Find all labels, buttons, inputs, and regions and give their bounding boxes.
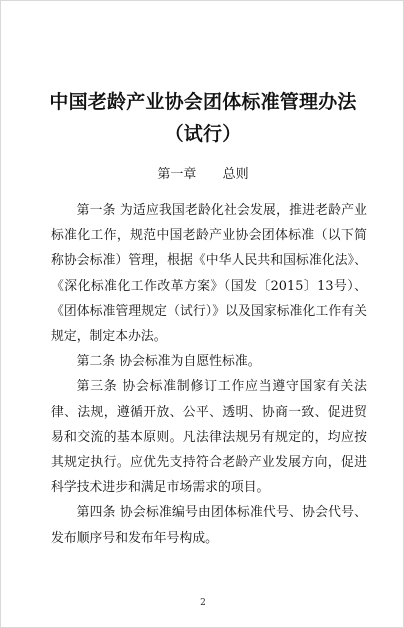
article-4: 第四条 协会标准编号由团体标准代号、协会代号、发布顺序号和发布年号构成。: [51, 505, 367, 546]
article-2: 第二条 协会标准为自愿性标准。: [76, 354, 261, 370]
document-title: 中国老龄产业协会团体标准管理办法: [49, 91, 357, 113]
chapter-number: 第一章: [157, 167, 197, 182]
document-body: [51, 198, 367, 551]
chapter-heading: [1, 166, 404, 184]
article-1: 第一条 为适应我国老龄化社会发展，推进老龄产业标准化工作，规范中国老龄产业协会团体标准（以下简称协会标准）管理，根据《中华人民共和国标准化法》、《深化标准化工作改革方案》（国发〔2015〕13号）、《团体标准管理规定（试行）》以及国家标准化工作有关规定，制定本办法。: [51, 203, 367, 345]
document-subtitle: （试行）: [164, 123, 242, 145]
article-3: 第三条 协会标准制修订工作应当遵守国家有关法律、法规，遵循开放、公平、透明、协商一致、促进贸易和交流的基本原则。凡法律法规另有规定的，均应按其规定执行。应优先支持符合老龄产业发展方向，促进科学技术进步和满足市场需求的项目。: [51, 379, 367, 496]
page-number: 2: [200, 598, 206, 608]
chapter-name: 总则: [222, 167, 249, 182]
